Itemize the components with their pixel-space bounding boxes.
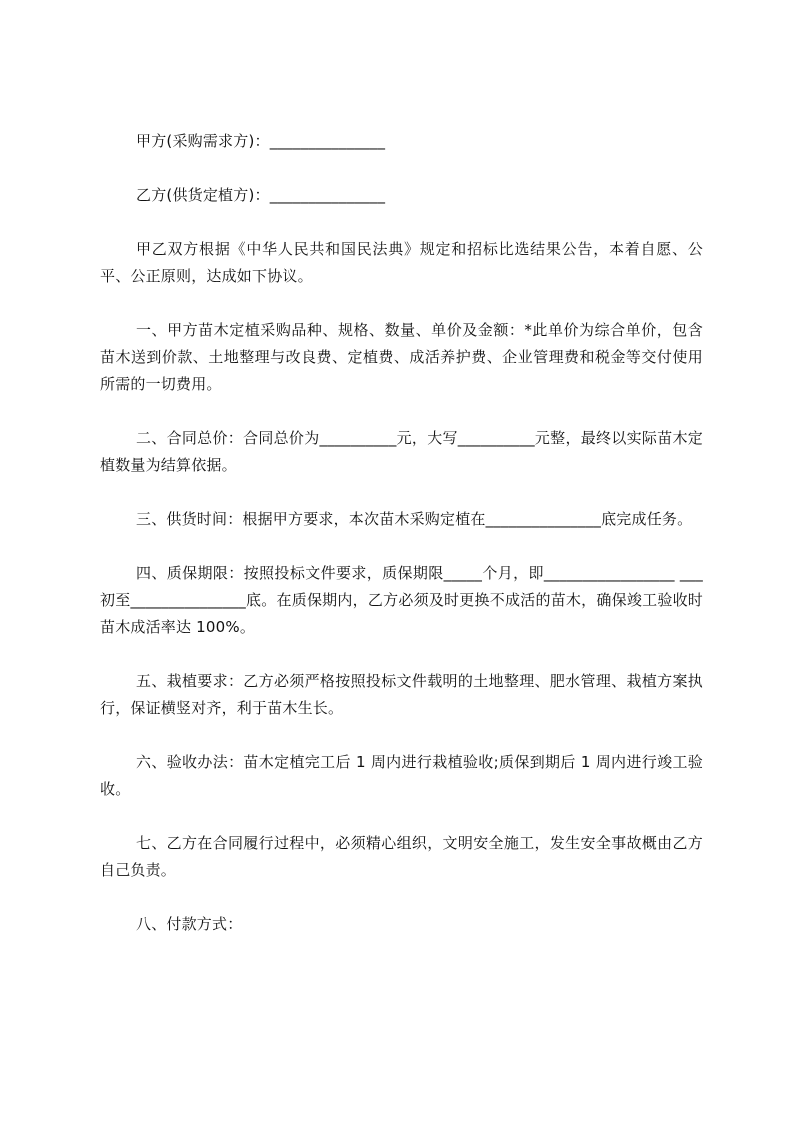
- clause-3-paragraph: 三、供货时间：根据甲方要求，本次苗木采购定植在_______________底完成任务。: [136, 510, 693, 528]
- intro-paragraph: 甲乙双方根据《中华人民共和国民法典》规定和招标比选结果公告，本着自愿、公平、公正原则，达成如下协议。: [100, 240, 703, 285]
- clause-7-paragraph: 七、乙方在合同履行过程中，必须精心组织，文明安全施工，发生安全事故概由乙方自己负责。: [100, 834, 703, 879]
- document-body: [100, 128, 703, 938]
- clause-5-paragraph: 五、栽植要求：乙方必须严格按照投标文件载明的土地整理、肥水管理、栽植方案执行，保证横竖对齐，利于苗木生长。: [100, 672, 703, 717]
- clause-1-paragraph: 一、甲方苗木定植采购品种、规格、数量、单价及金额：*此单价为综合单价，包含苗木送到价款、土地整理与改良费、定植费、成活养护费、企业管理费和税金等交付使用所需的一切费用。: [100, 321, 703, 393]
- party-a-line: 甲方(采购需求方)：_______________: [136, 132, 386, 150]
- clause-8-paragraph: 八、付款方式：: [136, 915, 243, 933]
- clause-4-paragraph: 四、质保期限：按照投标文件要求，质保期限_____个月，即_________________ ___初至_______________底。在质保期内，乙方必须及时更换不成活的苗木，确保竣工验收时苗木成活率达 100%。: [100, 564, 703, 636]
- clause-2-paragraph: 二、合同总价：合同总价为__________元，大写__________元整，最终以实际苗木定植数量为结算依据。: [100, 429, 703, 474]
- party-b-line: 乙方(供货定植方)：_______________: [136, 186, 386, 204]
- clause-6-paragraph: 六、验收办法：苗木定植完工后 1 周内进行栽植验收;质保到期后 1 周内进行竣工验收。: [100, 753, 703, 798]
